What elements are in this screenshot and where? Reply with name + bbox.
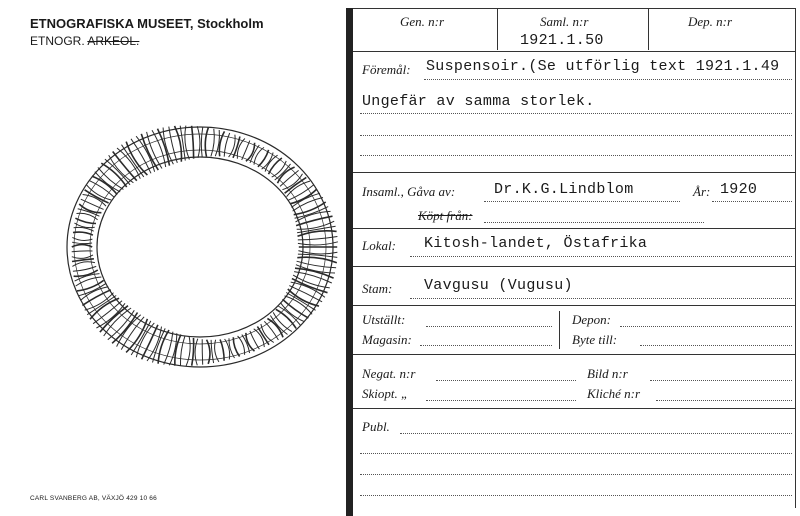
department-prefix: ETNOGR. [30, 34, 85, 48]
ar-value: 1920 [720, 181, 758, 198]
publ-label: Publ. [362, 419, 390, 434]
writing-line [484, 201, 680, 202]
saml-nr-value: 1921.1.50 [520, 32, 604, 49]
bild-label: Bild n:r [587, 366, 628, 381]
museum-name: ETNOGRAFISKA MUSEET, Stockholm [30, 16, 264, 31]
foremal-note: Ungefär av samma storlek. [362, 93, 595, 110]
writing-line [426, 326, 552, 327]
lokal-label: Lokal: [362, 238, 396, 253]
depon-label: Depon: [572, 312, 611, 327]
writing-line [712, 201, 792, 202]
kopt-fran-struck: Köpt från: [418, 208, 473, 223]
writing-line [410, 256, 792, 257]
writing-line [360, 495, 792, 496]
negat-label: Negat. n:r [362, 366, 416, 381]
writing-line [650, 380, 792, 381]
gen-nr-label: Gen. n:r [400, 14, 445, 29]
divider [497, 8, 498, 50]
printer-imprint: CARL SVANBERG AB, VÄXJÖ 429 10 66 [30, 495, 157, 502]
card-top-edge [353, 8, 795, 9]
skiopt-label: Skiopt. „ [362, 386, 409, 401]
lokal-value: Kitosh-landet, Östafrika [424, 235, 648, 252]
section-divider [353, 228, 795, 229]
card-binding-bar [346, 8, 353, 516]
insaml-label: Insaml., Gåva av: [362, 184, 456, 199]
writing-line [360, 453, 792, 454]
writing-line [400, 433, 792, 434]
object-photo [55, 125, 345, 370]
byte-till-label: Byte till: [572, 332, 618, 347]
utstallt-label: Utställt: [362, 312, 406, 327]
writing-line [640, 345, 792, 346]
writing-line [360, 474, 792, 475]
writing-line [426, 400, 576, 401]
section-divider [353, 172, 795, 173]
writing-line [410, 298, 792, 299]
card-right-edge [795, 8, 796, 508]
writing-line [424, 79, 792, 80]
stam-value: Vavgusu (Vugusu) [424, 277, 573, 294]
divider [648, 8, 649, 50]
writing-line [360, 155, 792, 156]
kliche-label: Kliché n:r [587, 386, 641, 401]
department-struck: ARKEOL. [87, 34, 140, 48]
section-divider [353, 408, 795, 409]
writing-line [656, 400, 792, 401]
magasin-label: Magasin: [362, 332, 412, 347]
section-divider [353, 354, 795, 355]
writing-line [420, 345, 552, 346]
ar-label: År: [693, 184, 711, 199]
section-divider [353, 51, 795, 52]
foremal-label: Föremål: [362, 62, 411, 77]
divider [559, 311, 560, 349]
stam-label: Stam: [362, 281, 393, 296]
writing-line [484, 222, 704, 223]
insaml-value: Dr.K.G.Lindblom [494, 181, 634, 198]
writing-line [620, 326, 792, 327]
department-line [30, 34, 139, 48]
ring-object [67, 126, 338, 367]
writing-line [360, 113, 792, 114]
writing-line [360, 135, 792, 136]
section-divider [353, 305, 795, 306]
section-divider [353, 266, 795, 267]
writing-line [436, 380, 576, 381]
saml-nr-label: Saml. n:r [540, 14, 589, 29]
dep-nr-label: Dep. n:r [688, 14, 733, 29]
foremal-value: Suspensoir.(Se utförlig text 1921.1.49 [426, 58, 780, 75]
